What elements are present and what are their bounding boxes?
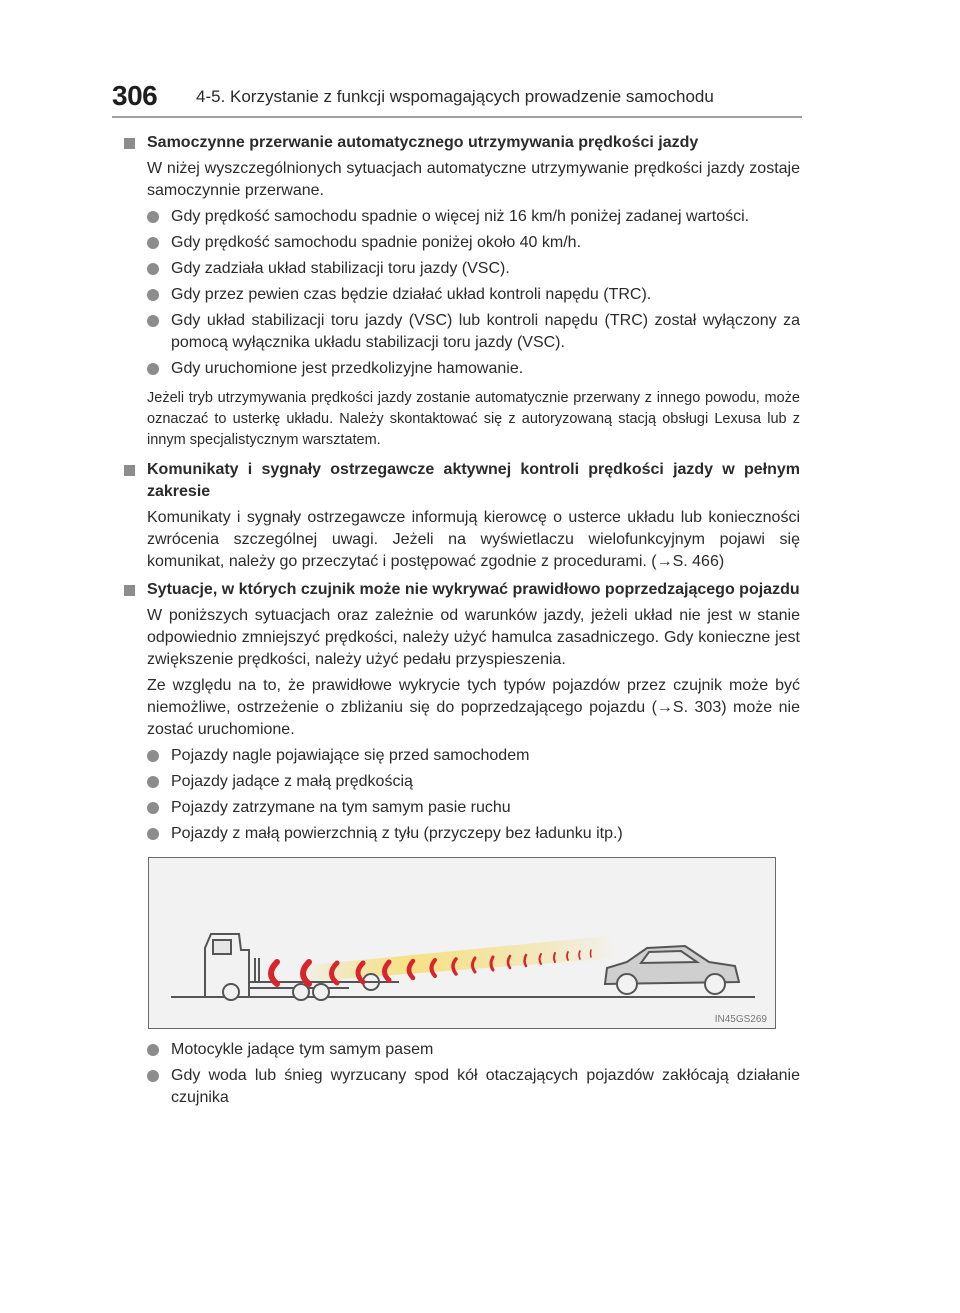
list-item-text: Gdy przez pewien czas będzie działać układ kontroli napędu (TRC). [171,286,652,303]
list-item [124,771,800,793]
square-bullet-icon [124,585,135,596]
section-heading-text: Samoczynne przerwanie automatycznego utrzymywania prędkości jazdy [147,134,699,151]
list-item-text: Gdy prędkość samochodu spadnie poniżej około 40 km/h. [171,234,582,251]
circle-bullet-icon [147,315,159,327]
circle-bullet-icon [147,289,159,301]
figure-code: IN45GS269 [714,1014,767,1025]
list-item-text: Pojazdy jadące z małą prędkością [171,773,413,790]
list-item [124,797,800,819]
paragraph: W poniższych sytuacjach oraz zależnie od warunków jazdy, jeżeli układ nie jest w stanie odpowiednio zmniejszyć prędkości, należy użyć hamulca zasadniczego. Gdy konieczne jest zwiększenie prędkości, należy użyć pedału przyspieszenia. [147,607,800,668]
circle-bullet-icon [147,363,159,375]
section-heading [124,459,800,503]
page-header [112,80,802,116]
list-item-text: Gdy prędkość samochodu spadnie o więcej niż 16 km/h poniżej zadanej wartości. [171,208,750,225]
section-heading [124,132,800,154]
circle-bullet-icon [147,750,159,762]
list-item [124,232,800,254]
list-item-text: Gdy zadziała układ stabilizacji toru jazdy (VSC). [171,260,510,277]
square-bullet-icon [124,138,135,149]
list-item [124,284,800,306]
illustration-radar-trailer [148,857,776,1029]
circle-bullet-icon [147,1044,159,1056]
circle-bullet-icon [147,1070,159,1082]
square-bullet-icon [124,465,135,476]
header-divider [112,116,802,118]
list-item [124,1039,800,1061]
list-item [124,310,800,354]
list-item [124,206,800,228]
paragraph: W niżej wyszczególnionych sytuacjach automatyczne utrzymywanie prędkości jazdy zostaje samoczynnie przerwane. [147,160,800,199]
car-icon [605,946,739,994]
paragraph: Komunikaty i sygnały ostrzegawcze informują kierowcę o usterce układu lub konieczności zwrócenia szczególnej uwagi. Jeżeli na wyświetlaczu wielofunkcyjnym pojawi się komunikat, należy go przeczytać i postępować zgodnie z procedurami. (→S. 466) [147,509,800,570]
radar-illustration [149,858,775,1028]
circle-bullet-icon [147,776,159,788]
section-heading-text: Komunikaty i sygnały ostrzegawcze aktywnej kontroli prędkości jazdy w pełnym zakresie [147,461,800,500]
circle-bullet-icon [147,237,159,249]
page-number: 306 [112,80,158,111]
list-item [124,823,800,845]
page-content [124,128,800,1109]
list-item-text: Gdy woda lub śnieg wyrzucany spod kół otaczających pojazdów zakłócają działanie czujnika [171,1067,800,1106]
note-paragraph: Jeżeli tryb utrzymywania prędkości jazdy zostanie automatycznie przerwany z innego powodu, może oznaczać to usterkę układu. Należy skontaktować się z autoryzowaną stacją obsługi Lexusa lub z innym specjalistycznym warsztatem. [147,390,800,448]
list-item [124,258,800,280]
radar-beam [299,936,619,982]
section-heading [124,579,800,601]
circle-bullet-icon [147,802,159,814]
list-item [124,1065,800,1109]
list-item-text: Gdy układ stabilizacji toru jazdy (VSC) lub kontroli napędu (TRC) został wyłączony za pomocą wyłącznika układu stabilizacji toru jazdy (VSC). [171,312,800,351]
chapter-title: 4-5. Korzystanie z funkcji wspomagających prowadzenie samochodu [196,87,714,106]
list-item-text: Gdy uruchomione jest przedkolizyjne hamowanie. [171,360,524,377]
list-item [124,358,800,380]
list-item-text: Motocykle jadące tym samym pasem [171,1041,434,1058]
circle-bullet-icon [147,211,159,223]
circle-bullet-icon [147,828,159,840]
list-item-text: Pojazdy nagle pojawiające się przed samochodem [171,747,530,764]
list-item-text: Pojazdy z małą powierzchnią z tyłu (przyczepy bez ładunku itp.) [171,825,623,842]
list-item [124,745,800,767]
paragraph: Ze względu na to, że prawidłowe wykrycie tych typów pojazdów przez czujnik może być niemożliwe, ostrzeżenie o zbliżaniu się do poprzedzającego pojazdu (→S. 303) może nie zostać uruchomione. [147,677,800,738]
section-heading-text: Sytuacje, w których czujnik może nie wykrywać prawidłowo poprzedzającego pojazdu [147,581,800,598]
circle-bullet-icon [147,263,159,275]
list-item-text: Pojazdy zatrzymane na tym samym pasie ruchu [171,799,511,816]
